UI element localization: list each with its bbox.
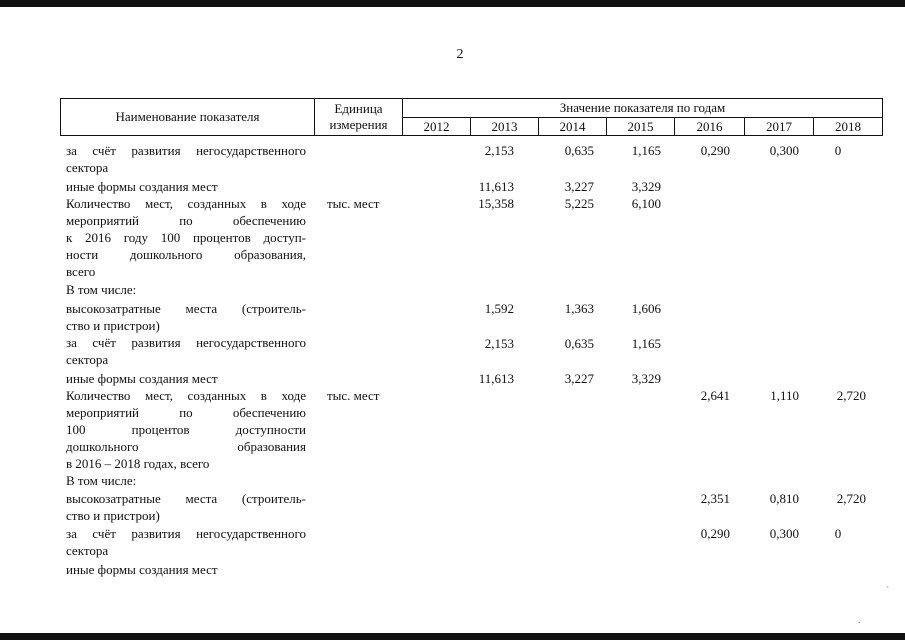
row-name-line: ности дошкольного образования, — [66, 247, 306, 262]
cell-2018: 2,720 — [836, 388, 866, 403]
cell-2016: 0,290 — [700, 526, 730, 541]
row-name-line: за счёт развития негосударственного — [66, 526, 306, 541]
header-year-2018: 2018 — [814, 118, 883, 136]
cell-2016: 2,351 — [700, 491, 730, 506]
header-year-2013: 2013 — [471, 118, 539, 136]
cell-2013: 11,613 — [478, 179, 514, 194]
row-name-line: Количество мест, созданных в ходе — [66, 388, 306, 403]
row-name-line: в 2016 – 2018 годах, всего — [66, 456, 210, 471]
row-name-line: ство и пристрои) — [66, 508, 160, 523]
row-name: иные формы создания мест — [66, 371, 218, 386]
cell-2018: 0 — [834, 526, 842, 541]
header-unit-line2: измерения — [329, 117, 388, 132]
header-indicator-name: Наименование показателя — [61, 99, 315, 136]
row-name-line: сектора — [66, 543, 109, 558]
cell-2018: 0 — [834, 143, 842, 158]
row-name: иные формы создания мест — [66, 562, 218, 577]
cell-2014: 0,635 — [564, 143, 594, 158]
header-values-by-year: Значение показателя по годам — [403, 99, 883, 118]
cell-2014: 3,227 — [564, 371, 594, 386]
row-name-line: дошкольного образования — [66, 439, 306, 454]
cell-2016: 0,290 — [700, 143, 730, 158]
bottom-border-rule — [0, 633, 905, 640]
cell-2017: 0,300 — [769, 143, 799, 158]
row-name-line: к 2016 году 100 процентов доступ- — [66, 230, 306, 245]
cell-2013: 11,613 — [478, 371, 514, 386]
row-name-line: ство и пристрои) — [66, 318, 160, 333]
cell-unit: тыс. мест — [327, 196, 380, 211]
cell-2016: 2,641 — [700, 388, 730, 403]
cell-2015: 1,606 — [631, 301, 661, 316]
cell-2014: 3,227 — [564, 179, 594, 194]
cell-unit: тыс. мест — [327, 388, 380, 403]
header-year-2014: 2014 — [539, 118, 607, 136]
row-name-line: за счёт развития негосударственного — [66, 335, 306, 350]
cell-2017: 0,810 — [769, 491, 799, 506]
cell-2013: 15,358 — [478, 196, 514, 211]
row-name: В том числе: — [66, 473, 137, 488]
row-name-line: сектора — [66, 160, 109, 175]
cell-2015: 3,329 — [631, 371, 661, 386]
header-year-2017: 2017 — [745, 118, 814, 136]
cell-2013: 1,592 — [484, 301, 514, 316]
cell-2015: 1,165 — [631, 143, 661, 158]
page-number: 2 — [456, 47, 464, 62]
scan-speck: ˋ — [886, 586, 890, 597]
cell-2013: 2,153 — [484, 143, 514, 158]
cell-2015: 6,100 — [631, 196, 661, 211]
cell-2014: 1,363 — [564, 301, 594, 316]
row-name-line: высокозатратные места (строитель- — [66, 491, 306, 506]
cell-2015: 1,165 — [631, 336, 661, 351]
cell-2013: 2,153 — [484, 336, 514, 351]
row-name-line: за счёт развития негосударственного — [66, 143, 306, 158]
scan-speck: . — [858, 615, 861, 626]
row-name-line: высокозатратные места (строитель- — [66, 301, 306, 316]
cell-2014: 5,225 — [564, 196, 594, 211]
cell-2014: 0,635 — [564, 336, 594, 351]
row-name-line: 100 процентов доступности — [66, 422, 306, 437]
row-name-line: Количество мест, созданных в ходе — [66, 196, 306, 211]
row-name-line: мероприятий по обеспечению — [66, 405, 306, 420]
row-name: иные формы создания мест — [66, 179, 218, 194]
cell-2017: 0,300 — [769, 526, 799, 541]
header-year-2016: 2016 — [675, 118, 745, 136]
cell-2018: 2,720 — [836, 491, 866, 506]
header-unit-line1: Единица — [334, 101, 383, 116]
row-name-line: мероприятий по обеспечению — [66, 213, 306, 228]
header-year-2015: 2015 — [607, 118, 675, 136]
cell-2015: 3,329 — [631, 179, 661, 194]
header-year-2012: 2012 — [403, 118, 471, 136]
row-name-line: сектора — [66, 352, 109, 367]
row-name: В том числе: — [66, 282, 137, 297]
cell-2017: 1,110 — [770, 388, 799, 403]
row-name-line: всего — [66, 264, 96, 279]
